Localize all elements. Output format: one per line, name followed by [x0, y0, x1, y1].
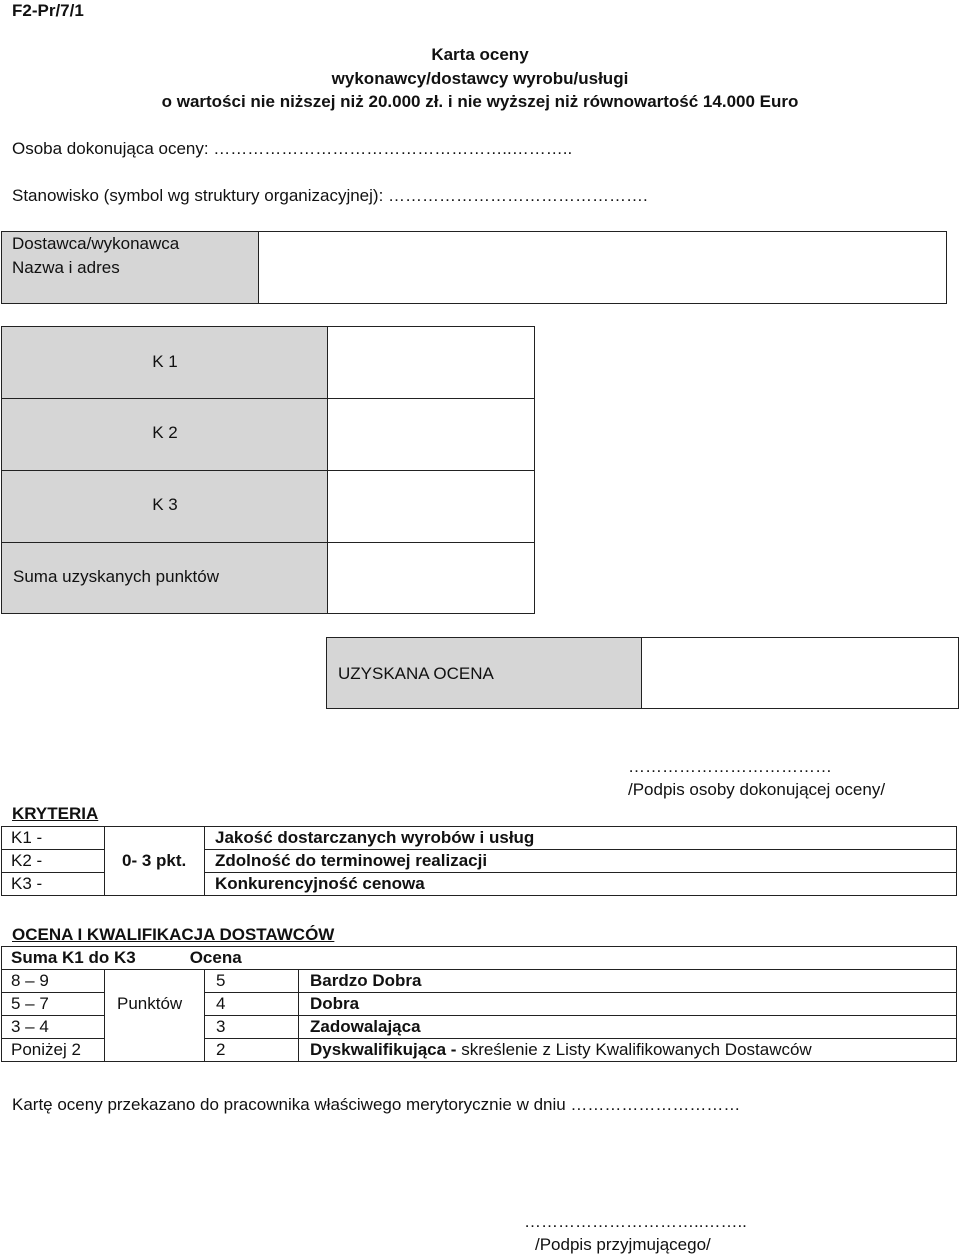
- final-grade-label: UZYSKANA OCENA: [338, 664, 494, 683]
- position-field: Stanowisko (symbol wg struktury organizacyjnej): ……………………………………….: [12, 186, 648, 205]
- qualification-grade: 4: [205, 993, 299, 1016]
- handover-text: Kartę oceny przekazano do pracownika właściwego merytorycznie w dniu …………………………: [12, 1095, 741, 1114]
- final-grade-label-cell: [327, 638, 642, 708]
- criteria-name: Zdolność do terminowej realizacji: [205, 850, 957, 873]
- score-label-k2: [2, 399, 328, 471]
- supplier-box: [1, 231, 947, 304]
- assessor-signature-dots: ………………………………: [628, 757, 832, 776]
- score-label-k3: [2, 471, 328, 543]
- qualification-header-sum-text: Suma K1 do K3: [11, 948, 136, 967]
- assessor-field: Osoba dokonująca oceny: ……………………………………………..………..: [12, 139, 573, 158]
- score-sum-label-text: Suma uzyskanych punktów: [13, 567, 219, 586]
- supplier-label-cell: [2, 232, 259, 303]
- assessor-signature-caption: /Podpis osoby dokonującej oceny/: [628, 780, 886, 799]
- final-grade-value-cell[interactable]: [642, 638, 958, 708]
- score-sum-label: [2, 543, 328, 613]
- score-value-k3[interactable]: [328, 471, 534, 543]
- qualification-grade: 3: [205, 1016, 299, 1039]
- criteria-heading: KRYTERIA: [12, 804, 99, 823]
- criteria-table: [1, 826, 957, 896]
- supplier-label-line-2: Nazwa i adres: [12, 258, 120, 277]
- criteria-name: Jakość dostarczanych wyrobów i usług: [205, 827, 957, 850]
- criteria-code: K3 -: [2, 873, 105, 896]
- score-label-k1: [2, 327, 328, 399]
- supplier-label-line-1: Dostawca/wykonawca: [12, 234, 180, 253]
- final-grade-box: [326, 637, 959, 709]
- document-title-line-1: Karta oceny: [431, 45, 529, 64]
- qualification-desc-cell: [299, 1039, 957, 1062]
- qualification-desc: Bardzo Dobra: [299, 970, 957, 993]
- qualification-header-grade: Ocena: [189, 948, 242, 967]
- score-label-k1-text: K 1: [152, 352, 178, 371]
- document-title-line-3: o wartości nie niższej niż 20.000 zł. i nie wyższej niż równowartość 14.000 Euro: [161, 92, 799, 111]
- score-label-k3-text: K 3: [152, 495, 178, 514]
- qualification-table: [1, 946, 957, 1062]
- qualification-desc: Dobra: [299, 993, 957, 1016]
- scores-table: [1, 326, 535, 614]
- qualification-range: 8 – 9: [2, 970, 105, 993]
- document-title-line-2: wykonawcy/dostawcy wyrobu/usługi: [331, 69, 629, 88]
- score-value-k1[interactable]: [328, 327, 534, 399]
- qualification-points-word-text: Punktów: [117, 993, 183, 1013]
- criteria-code: K1 -: [2, 827, 105, 850]
- criteria-row: [2, 827, 957, 850]
- document-code: F2-Pr/7/1: [12, 1, 84, 20]
- criteria-name: Konkurencyjność cenowa: [205, 873, 957, 896]
- qualification-points-word: [105, 970, 205, 1062]
- score-sum-value[interactable]: [328, 543, 534, 613]
- qualification-heading: OCENA I KWALIFIKACJA DOSTAWCÓW: [12, 925, 335, 944]
- criteria-code: K2 -: [2, 850, 105, 873]
- qualification-header-empty: [299, 947, 957, 970]
- qualification-desc: Zadowalająca: [299, 1016, 957, 1039]
- receiver-signature-caption: /Podpis przyjmującego/: [535, 1235, 711, 1254]
- criteria-points: 0- 3 pkt.: [105, 827, 205, 896]
- score-value-k2[interactable]: [328, 399, 534, 471]
- receiver-signature-dots: …………………………..……..: [524, 1212, 747, 1231]
- qualification-range: 5 – 7: [2, 993, 105, 1016]
- score-label-k2-text: K 2: [152, 423, 178, 442]
- qualification-grade: 2: [205, 1039, 299, 1062]
- qualification-row: [2, 970, 957, 993]
- qualification-header-sum: [2, 947, 299, 970]
- supplier-value-cell[interactable]: [259, 232, 946, 303]
- qualification-note: skreślenie z Listy Kwalifikowanych Dostawców: [456, 1040, 812, 1059]
- qualification-header-row: [2, 947, 957, 970]
- qualification-desc: Dyskwalifikująca -: [310, 1040, 457, 1059]
- qualification-range: 3 – 4: [2, 1016, 105, 1039]
- qualification-range: Poniżej 2: [2, 1039, 105, 1062]
- qualification-grade: 5: [205, 970, 299, 993]
